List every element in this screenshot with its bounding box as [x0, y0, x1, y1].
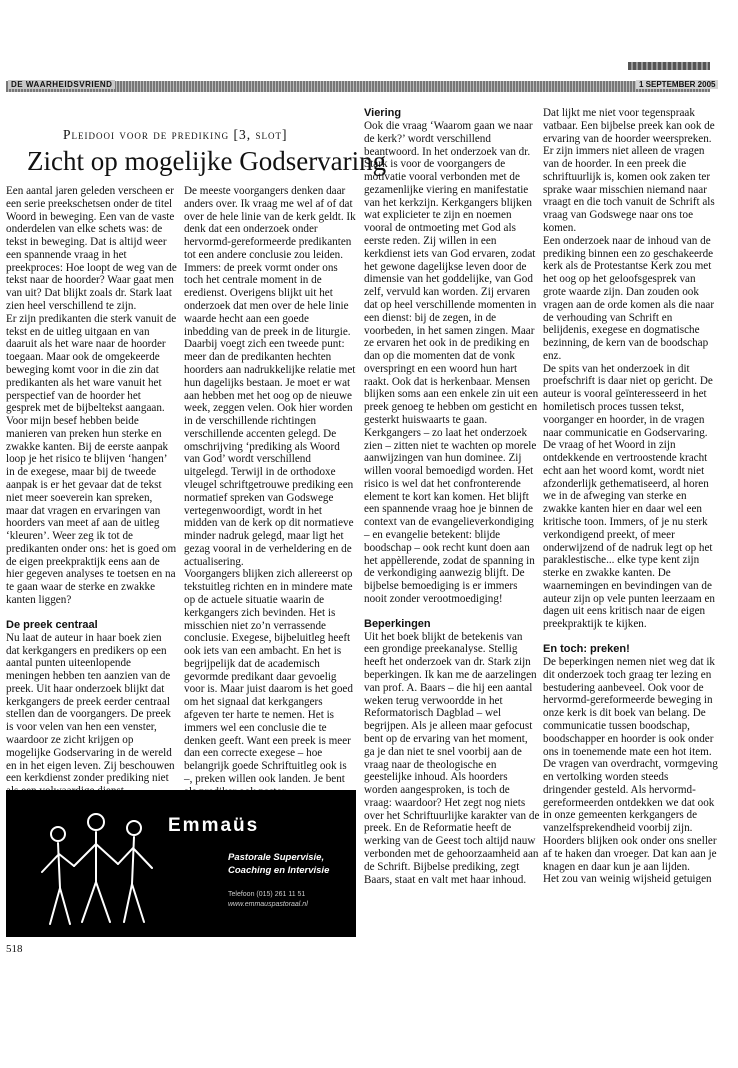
advertisement[interactable]: [6, 790, 356, 937]
column-3: [364, 107, 540, 886]
paragraph: Daarbij voegt zich een tweede punt: meer dan de predikanten hechten hoorders aan nadrukkelijke relatie met hun dagelijks bestaan. Je moet er wat aan hebben met het oog op de nieuwe week, zeggen velen. Ook hier worden in de verschillende richtingen verschillende accenten gelegd. De omschrijving ‘prediking als Woord van God’ wordt verschillend uitgelegd. Terwijl in de orthodoxe vleugel schriftgetrouwe prediking een normatief spreken van Godswege vertegenwoordigt, wordt in het midden van de kerk op dit normatieve minder nadruk gelegd, maar ligt het gezag vooral in de verheldering en de actualisering.: [184, 338, 356, 568]
column-1: [6, 185, 177, 798]
column-4: [543, 107, 718, 886]
paragraph: Kerkgangers – zo laat het onderzoek zien – zitten niet te wachten op morele aanwijzingen van hun dominee. Zij willen vooral bemoedigd worden. Het risico is wel dat het confronterende element te kort kan komen. Het blijft een spannende vraag hoe je binnen de context van de evangelieverkondiging – en evangelie betekent: blijde boodschap – ook recht kunt doen aan het appèllerende, zodat de spanning in de verkondiging aanwezig blijft. De bijbelse bemoediging is er immers nooit zonder verootmoediging!: [364, 426, 537, 605]
paragraph: Nu laat de auteur in haar boek zien dat kerkgangers en predikers op een aantal punten uiteenlopende meningen hebben ten aanzien van de preek. Uit haar onderzoek blijkt dat kerkgangers de preek eerder centraal stellen dan de voorgangers. De preek is voor velen van hen een venster, waardoor ze zicht krijgen op mogelijke Godservaring in de wereld en in het eigen leven. Zij beschouwen een kerkdienst zonder prediking niet: [6, 631, 175, 785]
paragraph: Uit het boek blijkt de betekenis van een grondige preekanalyse. Stellig heeft het onderzoek van dr. Stark zijn beperkingen. Ik kan me de aarzelingen van prof. A. Baars – die hij een aantal weken terug verwoordde in het Reformatorisch Dagblad – wel begrijpen. Als je alleen maar gefocust bent op de ervaring van het moment, ga je dan niet te snel voorbij aan de vraag naar de theologische en geestelijke inhoud. Als hoorders worden aangesproken, is toch de vraag: waardoor? Het zegt nog niets over het Schriftuurlijke karakter van de preek. En de Reformatie heeft de werking van de Geest toch altijd nauw verbonden met de gehoorzaamheid aan de Schrift. Bijbelse prediking, zegt Baars, staat en valt met haar inhoud.: [364, 630, 540, 886]
subheading: Beperkingen: [364, 617, 431, 630]
paragraph: Een onderzoek naar de inhoud van de prediking binnen een zo geschakeerde kerk als de Protestantse Kerk zou met het oog op het geloofsgesprek van grote waarde zijn. Dan zouden ook vragen aan de orde komen als die naar de verhouding van Schrift en belijdenis, exegese en dogmatische bezinning, de kern van de boodschap enz.: [543, 234, 715, 362]
paragraph: Ook die vraag ‘Waarom gaan we naar de kerk?’ wordt verschillend beantwoord. In het onderzoek van dr. Stark is voor de voorgangers de motivatie vooral verbonden met de gezamenlijke viering en manifestatie van het kerkzijn. Kerkgangers blijken wat explicieter te zijn en noemen vooral de ontmoeting met God als eerste reden. Zij willen in een kerkdienst iets van God ervaren, zodat het gewone dagelijkse leven door de dimensie van het goddelijke, van God zelf, vervuld kan worden. Zij ervaren dat op heel verschillende momenten in een dienst: bij de zegen, in de voorbeden, in het samen zingen. Maar ze ervaren het ook in de prediking en dan op die momenten dat de vonk overspringt en een woord hun hart raakt. Ook dat is herkenbaar. Mensen blijken soms aan een enkele zin uit een preek genoeg te hebben om gesticht en gesterkt huiswaarts te gaan.: [364, 120, 539, 426]
paragraph: De spits van het onderzoek in dit proefschrift is daar niet op gericht. De auteur is vooral geïnteresseerd in het homiletisch proces tussen tekst, voorganger en hoorder, in de vragen naar communicatie en Godservaring. De vraag of het Woord in zijn ontdekkende en vertroostende kracht echt aan het woord komt, wordt niet afzonderlijk gethematiseerd, al horen we in de afweging van sterke en zwakke kanten hier en daar wel een kritische toon. Immers, of je nu sterk verkondigend preekt, of meer onderwijzend of de nadruk legt op het paraklestische... elke type kent zijn sterke en zwakke kanten. De waarnemingen en bevindingen van de auteur zijn op vele punten leerzaam en dagen uit eens kritisch naar de eigen preekpraktijk te kijken.: [543, 362, 715, 631]
paragraph: Een aantal jaren geleden verscheen er een serie preekschetsen onder de titel Woord in beweging. Een van de vaste onderdelen van elke schets was: de tekst in beweging. Dat is altijd weer een spannende vraag in het preekproces: Hoe loopt de weg van de tekst naar de hoorder? Waar gaat men van uit? Dat blijkt zoals dr. Stark laat zien heel verschillend te zijn.: [6, 185, 177, 313]
ad-phone: Telefoon (015) 261 11 51: [228, 891, 306, 898]
publication-name: DE WAARHEIDSVRIEND: [8, 80, 115, 89]
spacer: [6, 607, 177, 619]
spacer: [364, 606, 540, 618]
subheading: Viering: [364, 107, 402, 119]
column-2: [184, 185, 356, 799]
paragraph: Dat lijkt me niet voor tegenspraak vatbaar. Een bijbelse preek kan ook de ervaring van de hoorder weerspreken. Er zijn immers niet alleen de vragen van de hoorder. In een preek die schriftuurlijk is, komen ook zaken ter sprake waar misschien niemand naar vraagt en die toch vanuit de Schrift als vraag van Godswege naar ons toe komen.: [543, 107, 715, 235]
ad-tagline-2: Coaching en Intervisie: [228, 865, 330, 876]
spacer: [543, 631, 718, 643]
article-kicker: Pleidooi voor de prediking [3, slot]: [63, 127, 288, 142]
paragraph: Er zijn predikanten die sterk vanuit de tekst en de uitleg uitgaan en van daaruit als het ware naar de hoorder toegaan. Maar ook de omgekeerde beweging komt voor in die zin dat predikanten als het ware vanuit het perspectief van de hoorder het gesprek met de bijbeltekst aangaan. Voor mijn besef hebben beide manieren van preken hun sterke en zwakke kanten. Bij de eerste aanpak loop je het risico te blijven ‘hangen’ in de exegese, maar bij de tweede aanpak is er het gevaar dat de tekst niet meer soeverein kan spreken, maar dat vragen en ervaringen van hoorders van meet af aan de uitleg ‘kleuren’. Weer zeg ik tot de predikanten onder ons: het is goed om de eigen preekpraktijk eens aan de hier gegeven analyses te toetsen en na te gaan waar de sterke en zwakke kanten liggen?: [6, 312, 177, 606]
subheading: En toch: preken!: [543, 643, 630, 656]
paragraph: De beperkingen nemen niet weg dat ik dit onderzoek toch graag ter lezing en bestudering aanbeveel. Ook voor de hervormd-gereformeerde beweging in onze kerk is dit boek van belang. De communicatie tussen boodschap, boodschapper en hoorder is ook onder ons in toenemende mate een hot item. De vragen van overdracht, vormgeving en vertolking worden steeds dringender gesteld. Als hervormd-gereformeerden ontdekken we dat ook in onze gemeenten kerkgangers de vanzelfsprekendheid voorbij zijn. Hoorders blijken ook onder ons sneller af te haken dan vroeger. Dat kan aan je knagen en daar kun je aan lijden.: [543, 656, 718, 873]
subheading: De preek centraal: [6, 618, 98, 631]
ad-brand: Emmaüs: [168, 815, 260, 836]
figures-icon: [34, 804, 164, 929]
ad-tagline-1: Pastorale Supervisie,: [228, 852, 325, 863]
scan-artifact: [628, 62, 710, 70]
ad-url[interactable]: www.emmauspastoraal.nl: [228, 901, 308, 908]
paragraph: Voorgangers blijken zich allereerst op tekstuitleg richten en in mindere mate op de actuele situatie waarin de kerkgangers zich bevinden. Het is misschien niet zo’n verrassende conclusie. Exegese, bijbeluitleg heeft ook iets van een ambacht. En het is begrijpelijk dat de academisch gevormde predikant daar gevoelig voor is. Maar juist daarom is het goed om het signaal dat kerkgangers afgeven ter harte te nemen. Het is immers wel een conclusie die te denken geeft. Want een preek is meer dan een correcte exegese – hoe belangrijk goede Schriftuitleg ook is –, preken willen ook landen. Je bent: [184, 568, 353, 785]
article-title: Zicht op mogelijke Godservaring: [27, 146, 387, 176]
paragraph: De meeste voorgangers denken daar anders over. Ik vraag me wel af of dat over de hele linie van de kerk geldt. Ik denk dat een onderzoek onder hervormd-gereformeerde predikanten tot een andere conclusie zou leiden. Immers: de preek vormt onder ons toch het centrale moment in de eredienst. Overigens blijkt uit het onderzoek dat men over de hele linie waarde hecht aan een goede inbedding van de preek in de liturgie.: [184, 185, 356, 338]
paragraph: Het zou van weinig wijsheid getuigen: [543, 873, 712, 886]
page-number: 518: [6, 943, 23, 955]
issue-date: 1 SEPTEMBER 2005: [636, 80, 718, 89]
